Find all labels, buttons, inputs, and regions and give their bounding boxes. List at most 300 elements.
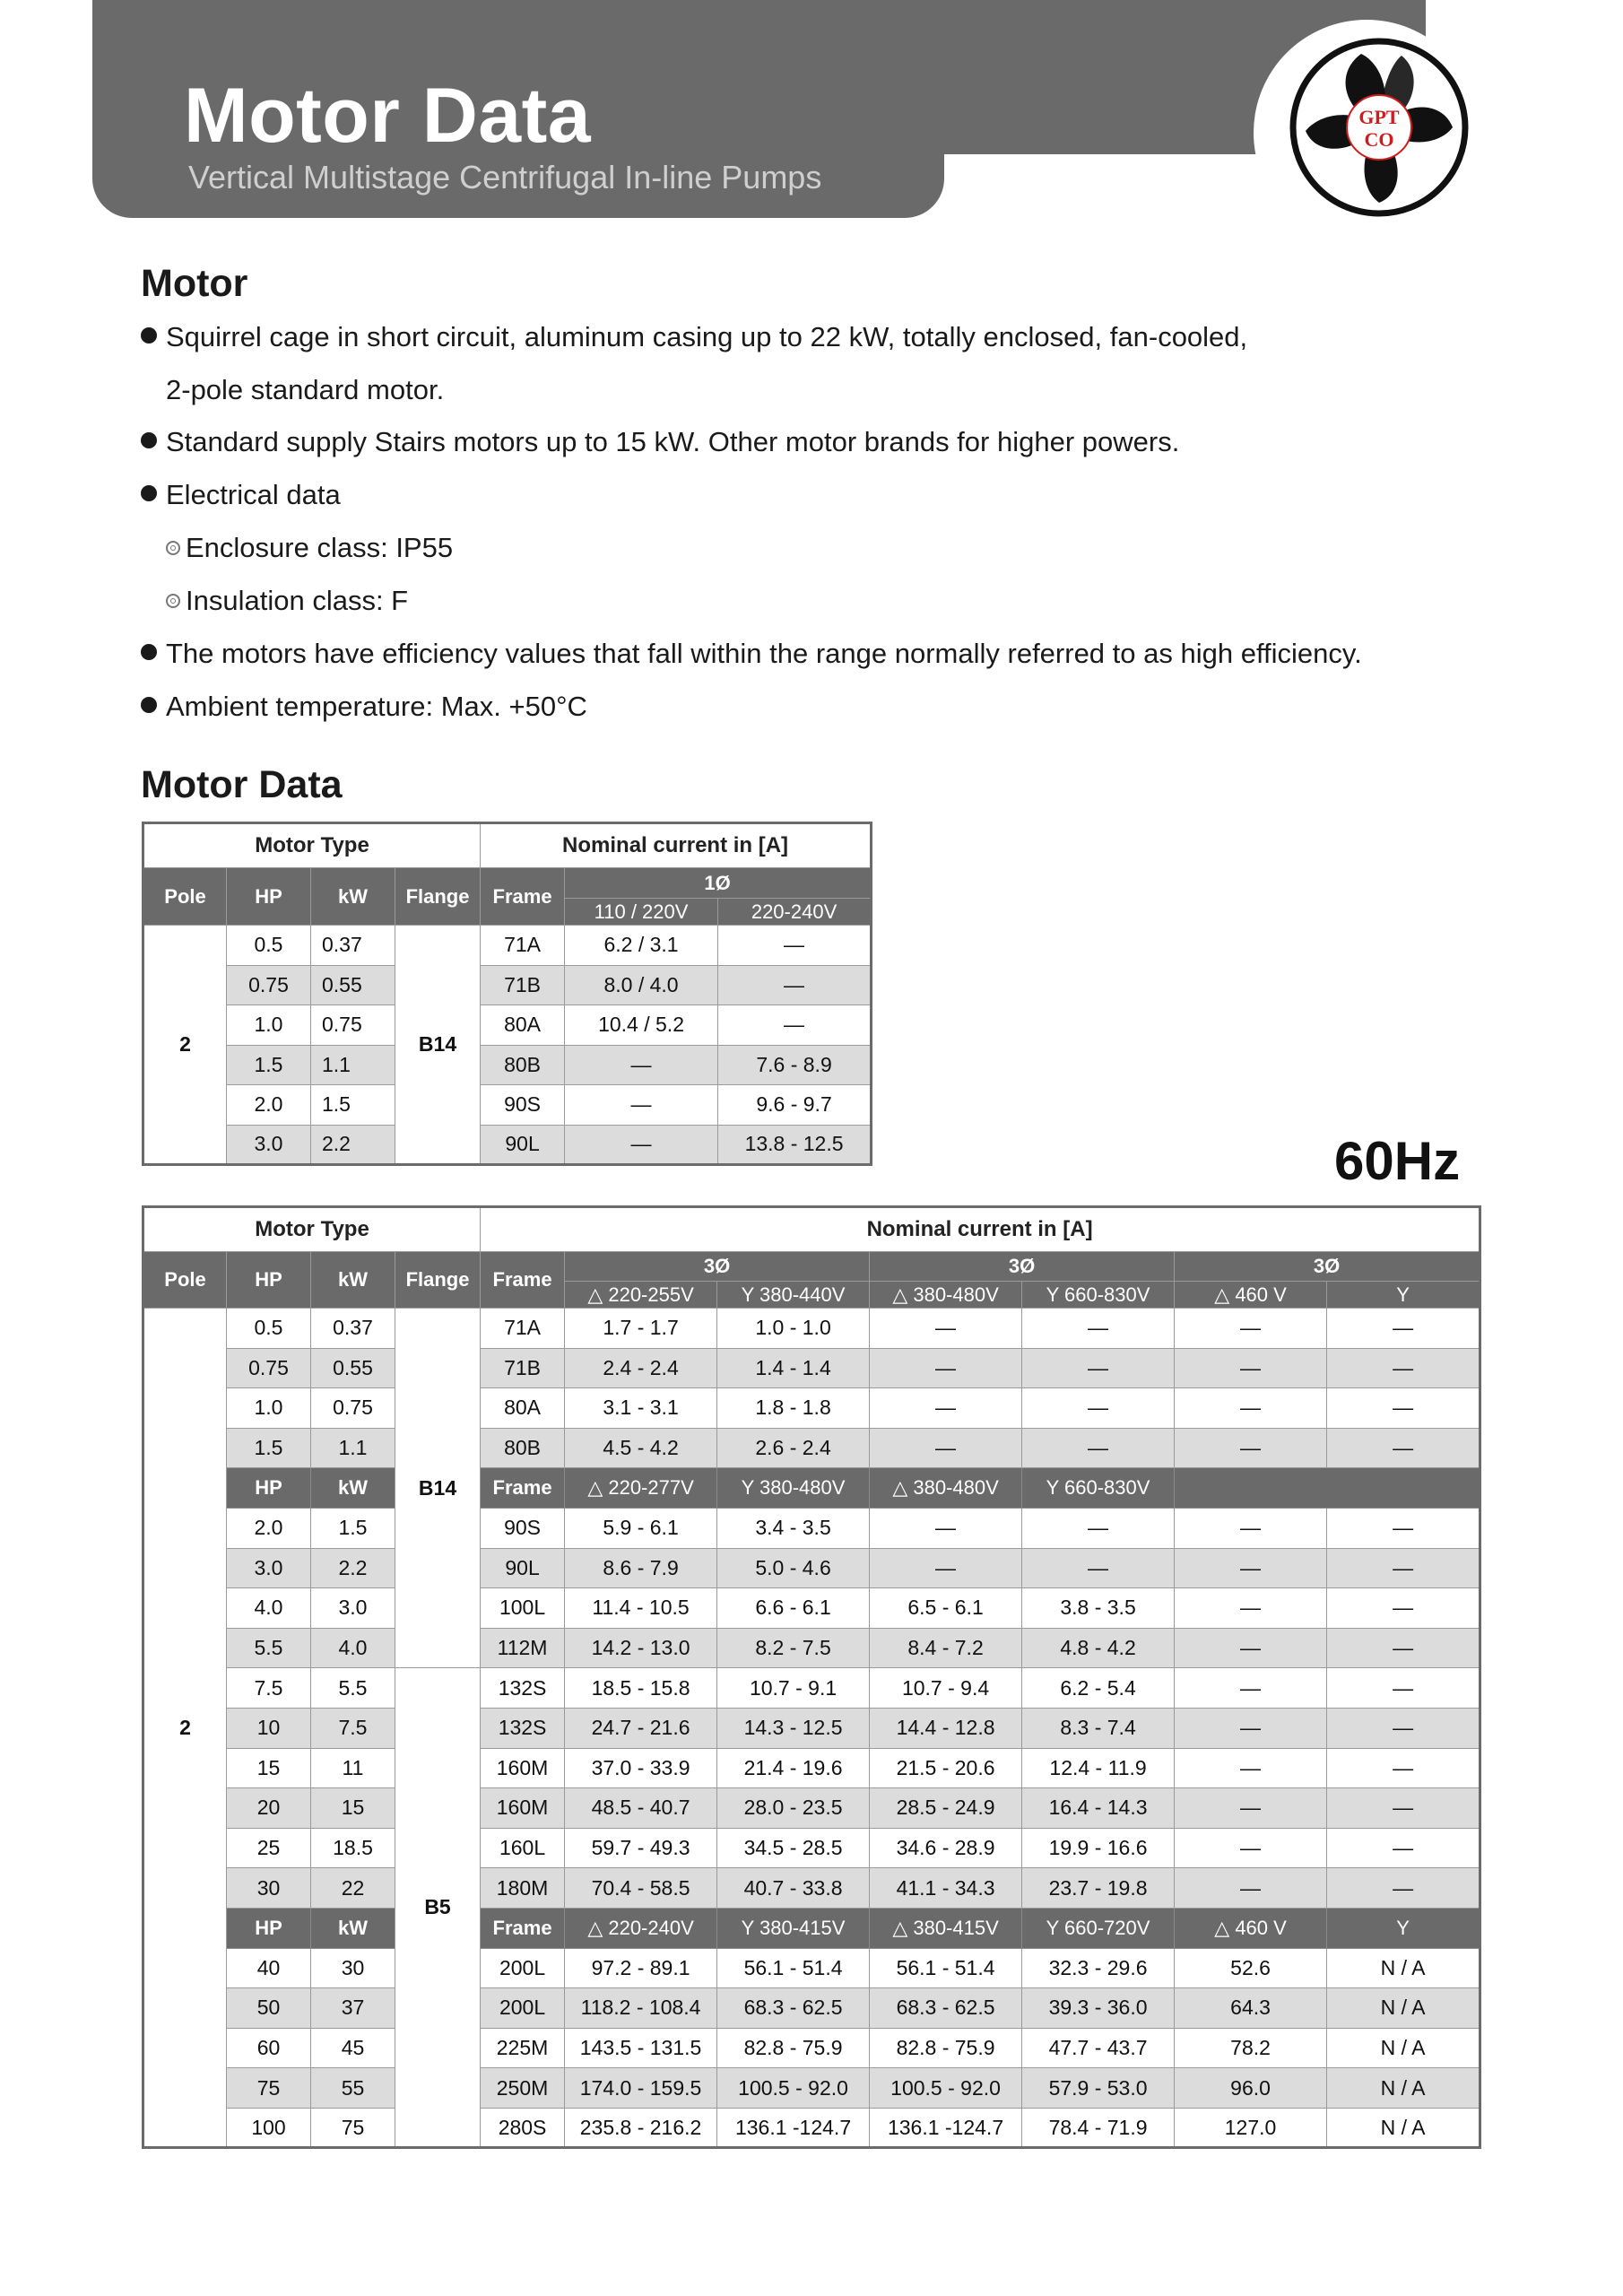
table-row [143,2108,1480,2148]
kw-cell: 1.1 [311,1428,395,1468]
current-cell: 13.8 - 12.5 [718,1125,872,1165]
current-cell: 59.7 - 49.3 [565,1828,717,1868]
bullet-supply: Standard supply Stairs motors up to 15 kW. Other motor brands for higher powers. [141,426,1179,458]
current-cell: 6.5 - 6.1 [870,1588,1022,1629]
table-row [143,1508,1480,1548]
current-cell: — [565,1085,718,1126]
current-cell: — [1022,1388,1175,1429]
bullet-ambient: Ambient temperature: Max. +50°C [141,691,587,723]
frame-cell: 112M [481,1628,565,1668]
frame-cell: 250M [481,2068,565,2109]
table-row [143,2028,1480,2068]
kw-cell: 18.5 [311,1828,395,1868]
sub-header-frame: Frame [481,1468,565,1509]
table-row [143,1628,1480,1668]
kw-cell: 1.1 [311,1045,395,1085]
page-title: Motor Data [184,73,592,159]
motor-section-title: Motor [141,262,248,305]
frame-cell: 200L [481,1948,565,1988]
sub-header-voltage: △ 220-240V [565,1908,717,1948]
current-cell: 6.2 / 3.1 [565,926,718,966]
col-frame: Frame [481,1252,565,1309]
circle-bullet-icon [166,541,180,555]
pole-cell: 2 [143,1309,227,2148]
current-cell: 8.6 - 7.9 [565,1548,717,1588]
col-hp: HP [227,868,311,926]
current-cell: — [1327,1348,1480,1388]
table-row [143,1668,1480,1709]
hp-cell: 15 [227,1748,311,1788]
kw-cell: 55 [311,2068,395,2109]
current-cell: 1.0 - 1.0 [717,1309,870,1349]
current-cell: — [1175,1548,1327,1588]
single-phase-table [142,822,872,1166]
sub-header-empty [1175,1468,1480,1509]
current-cell: 2.4 - 2.4 [565,1348,717,1388]
table-row [143,1708,1480,1748]
frame-cell: 160M [481,1748,565,1788]
current-cell: 32.3 - 29.6 [1022,1948,1175,1988]
current-cell: 18.5 - 15.8 [565,1668,717,1709]
hp-cell: 60 [227,2028,311,2068]
kw-cell: 0.75 [311,1005,395,1046]
frame-cell: 80A [481,1388,565,1429]
hp-cell: 3.0 [227,1548,311,1588]
table-row [143,1388,1480,1429]
current-cell: 8.2 - 7.5 [717,1628,870,1668]
current-cell: 21.5 - 20.6 [870,1748,1022,1788]
frame-cell: 90L [481,1548,565,1588]
current-cell: — [1175,1828,1327,1868]
bullet-casing: Squirrel cage in short circuit, aluminum casing up to 22 kW, totally enclosed, fan-cooled, [141,321,1247,353]
current-cell: — [1327,1508,1480,1548]
current-cell: 235.8 - 216.2 [565,2108,717,2148]
current-cell: 1.8 - 1.8 [717,1388,870,1429]
current-cell: 5.0 - 4.6 [717,1548,870,1588]
current-cell: — [1327,1588,1480,1629]
hp-cell: 3.0 [227,1125,311,1165]
current-cell: 3.8 - 3.5 [1022,1588,1175,1629]
current-cell: 14.3 - 12.5 [717,1708,870,1748]
frame-cell: 200L [481,1988,565,2029]
hp-cell: 0.5 [227,1309,311,1349]
current-cell: 14.2 - 13.0 [565,1628,717,1668]
current-cell: 12.4 - 11.9 [1022,1748,1175,1788]
kw-cell: 15 [311,1788,395,1829]
sub-header-hp: HP [227,1468,311,1509]
col-voltage-220-240: 220-240V [718,899,872,926]
sub-header-row [143,1908,1480,1948]
table-row [143,965,872,1005]
table-row [143,1348,1480,1388]
current-cell: 14.4 - 12.8 [870,1708,1022,1748]
hp-cell: 2.0 [227,1085,311,1126]
hp-cell: 1.0 [227,1005,311,1046]
frame-cell: 90S [481,1508,565,1548]
current-cell: 40.7 - 33.8 [717,1868,870,1909]
current-cell: 97.2 - 89.1 [565,1948,717,1988]
current-cell: 47.7 - 43.7 [1022,2028,1175,2068]
col-flange: Flange [395,868,481,926]
col-voltage: △ 220-255V [565,1282,717,1309]
table-row [143,1045,872,1085]
kw-cell: 75 [311,2108,395,2148]
current-cell: 174.0 - 159.5 [565,2068,717,2109]
table-row [143,1948,1480,1988]
kw-cell: 1.5 [311,1085,395,1126]
current-cell: 57.9 - 53.0 [1022,2068,1175,2109]
current-cell: — [1327,1868,1480,1909]
current-cell: — [718,965,872,1005]
current-cell: N / A [1327,1948,1480,1988]
hp-cell: 25 [227,1828,311,1868]
kw-cell: 0.37 [311,926,395,966]
current-cell: 143.5 - 131.5 [565,2028,717,2068]
current-cell: N / A [1327,2028,1480,2068]
hp-cell: 1.0 [227,1388,311,1429]
table-row [143,2068,1480,2109]
current-cell: 48.5 - 40.7 [565,1788,717,1829]
current-cell: 16.4 - 14.3 [1022,1788,1175,1829]
table-row [143,1988,1480,2029]
sub-header-kw: kW [311,1468,395,1509]
current-cell: — [565,1045,718,1085]
current-cell: 19.9 - 16.6 [1022,1828,1175,1868]
current-cell: 24.7 - 21.6 [565,1708,717,1748]
current-cell: 9.6 - 9.7 [718,1085,872,1126]
col-pole: Pole [143,1252,227,1309]
current-cell: — [1327,1668,1480,1709]
current-cell: 6.6 - 6.1 [717,1588,870,1629]
frame-cell: 160L [481,1828,565,1868]
current-cell: 82.8 - 75.9 [717,2028,870,2068]
current-cell: 70.4 - 58.5 [565,1868,717,1909]
current-cell: N / A [1327,2068,1480,2109]
current-cell: 8.3 - 7.4 [1022,1708,1175,1748]
current-cell: 8.4 - 7.2 [870,1628,1022,1668]
circle-bullet-icon [166,594,180,608]
current-cell: 127.0 [1175,2108,1327,2148]
hp-cell: 50 [227,1988,311,2029]
hp-cell: 10 [227,1708,311,1748]
kw-cell: 30 [311,1948,395,1988]
col-kw: kW [311,1252,395,1309]
hp-cell: 20 [227,1788,311,1829]
current-cell: — [1327,1828,1480,1868]
current-cell: — [870,1309,1022,1349]
frequency-label: 60Hz [1334,1131,1461,1191]
sub-header-voltage: △ 380-480V [870,1468,1022,1509]
table-row [143,1125,872,1165]
sub-header-voltage: Y [1327,1908,1480,1948]
kw-cell: 11 [311,1748,395,1788]
current-cell: 68.3 - 62.5 [870,1988,1022,2029]
col-voltage: Y 380-440V [717,1282,870,1309]
current-cell: — [1327,1428,1480,1468]
current-cell: — [1175,1428,1327,1468]
current-cell: — [1022,1508,1175,1548]
current-cell: — [1175,1309,1327,1349]
current-cell: 4.8 - 4.2 [1022,1628,1175,1668]
current-cell: 4.5 - 4.2 [565,1428,717,1468]
current-cell: 10.7 - 9.1 [717,1668,870,1709]
current-cell: 34.6 - 28.9 [870,1828,1022,1868]
table-row [143,1428,1480,1468]
frame-cell: 71B [481,965,565,1005]
bullet-dot-icon [141,327,157,344]
col-kw: kW [311,868,395,926]
table-row [143,1588,1480,1629]
current-cell: 68.3 - 62.5 [717,1988,870,2029]
sub-header-voltage: Y 660-830V [1022,1468,1175,1509]
frame-cell: 160M [481,1788,565,1829]
current-cell: — [1327,1388,1480,1429]
logo-text-2: CO [1364,128,1394,151]
kw-cell: 2.2 [311,1548,395,1588]
hp-cell: 100 [227,2108,311,2148]
sub-header-row [143,1468,1480,1509]
current-cell: 78.4 - 71.9 [1022,2108,1175,2148]
kw-cell: 37 [311,1988,395,2029]
sub-header-voltage: △ 220-277V [565,1468,717,1509]
current-cell: 1.4 - 1.4 [717,1348,870,1388]
current-cell: — [1022,1548,1175,1588]
flange-b5-cell: B5 [395,1668,481,2148]
current-cell: — [1327,1708,1480,1748]
motor-type-header: Motor Type [143,823,481,868]
current-cell: — [1175,1748,1327,1788]
current-cell: 10.7 - 9.4 [870,1668,1022,1709]
hp-cell: 7.5 [227,1668,311,1709]
current-cell: — [1175,1708,1327,1748]
kw-cell: 0.55 [311,965,395,1005]
kw-cell: 1.5 [311,1508,395,1548]
current-cell: — [718,1005,872,1046]
col-voltage: △ 460 V [1175,1282,1327,1309]
current-cell: 28.5 - 24.9 [870,1788,1022,1829]
current-cell: — [1175,1588,1327,1629]
col-pole: Pole [143,868,227,926]
kw-cell: 45 [311,2028,395,2068]
hp-cell: 2.0 [227,1508,311,1548]
current-cell: N / A [1327,2108,1480,2148]
three-phase-table [142,1205,1481,2149]
sub-header-voltage: △ 460 V [1175,1908,1327,1948]
phase-3-header-c: 3Ø [1175,1252,1480,1282]
hp-cell: 40 [227,1948,311,1988]
nominal-current-header: Nominal current in [A] [481,823,872,868]
current-cell: — [1175,1508,1327,1548]
current-cell: 6.2 - 5.4 [1022,1668,1175,1709]
current-cell: 39.3 - 36.0 [1022,1988,1175,2029]
hp-cell: 30 [227,1868,311,1909]
current-cell: 2.6 - 2.4 [717,1428,870,1468]
current-cell: N / A [1327,1988,1480,2029]
current-cell: — [870,1508,1022,1548]
current-cell: — [1327,1788,1480,1829]
frame-cell: 100L [481,1588,565,1629]
current-cell: 78.2 [1175,2028,1327,2068]
sub-header-voltage: Y 380-480V [717,1468,870,1509]
current-cell: — [1175,1868,1327,1909]
bullet-efficiency: The motors have efficiency values that fall within the range normally referred to as high efficiency. [141,638,1362,670]
current-cell: — [1022,1428,1175,1468]
current-cell: — [1175,1628,1327,1668]
current-cell: 8.0 / 4.0 [565,965,718,1005]
kw-cell: 3.0 [311,1588,395,1629]
hp-cell: 4.0 [227,1588,311,1629]
kw-cell: 22 [311,1868,395,1909]
kw-cell: 0.75 [311,1388,395,1429]
current-cell: — [1022,1348,1175,1388]
phase-3-header-b: 3Ø [870,1252,1175,1282]
col-frame: Frame [481,868,565,926]
phase-1-header: 1Ø [565,868,872,899]
current-cell: 96.0 [1175,2068,1327,2109]
current-cell: 56.1 - 51.4 [870,1948,1022,1988]
bullet-dot-icon [141,485,157,501]
current-cell: 118.2 - 108.4 [565,1988,717,2029]
sub-header-hp: HP [227,1908,311,1948]
frame-cell: 180M [481,1868,565,1909]
frame-cell: 132S [481,1668,565,1709]
table-row [143,1085,872,1126]
motor-type-header: Motor Type [143,1207,481,1252]
current-cell: — [718,926,872,966]
table-row [143,1748,1480,1788]
current-cell: — [1327,1628,1480,1668]
current-cell: 34.5 - 28.5 [717,1828,870,1868]
sub-header-frame: Frame [481,1908,565,1948]
current-cell: 136.1 -124.7 [870,2108,1022,2148]
frame-cell: 71B [481,1348,565,1388]
current-cell: 11.4 - 10.5 [565,1588,717,1629]
table-row [143,1788,1480,1829]
hp-cell: 1.5 [227,1428,311,1468]
table-row [143,1868,1480,1909]
hp-cell: 5.5 [227,1628,311,1668]
table-row [143,1309,1480,1349]
sub-header-voltage: Y 660-720V [1022,1908,1175,1948]
table-row [143,1828,1480,1868]
frame-cell: 90S [481,1085,565,1126]
flange-cell: B14 [395,926,481,1165]
hp-cell: 0.5 [227,926,311,966]
current-cell: — [1327,1548,1480,1588]
bullet-dot-icon [141,644,157,660]
current-cell: — [870,1348,1022,1388]
current-cell: 5.9 - 6.1 [565,1508,717,1548]
sub-insulation: Insulation class: F [166,585,408,617]
current-cell: — [565,1125,718,1165]
table-row [143,1548,1480,1588]
current-cell: — [870,1428,1022,1468]
current-cell: 3.1 - 3.1 [565,1388,717,1429]
current-cell: — [1327,1309,1480,1349]
sub-enclosure: Enclosure class: IP55 [166,532,453,564]
motor-data-section-title: Motor Data [141,763,343,806]
current-cell: 23.7 - 19.8 [1022,1868,1175,1909]
current-cell: — [1175,1348,1327,1388]
current-cell: 37.0 - 33.9 [565,1748,717,1788]
current-cell: 82.8 - 75.9 [870,2028,1022,2068]
current-cell: — [1022,1309,1175,1349]
current-cell: — [1175,1668,1327,1709]
current-cell: — [870,1388,1022,1429]
kw-cell: 5.5 [311,1668,395,1709]
current-cell: — [1175,1788,1327,1829]
kw-cell: 0.37 [311,1309,395,1349]
kw-cell: 7.5 [311,1708,395,1748]
col-flange: Flange [395,1252,481,1309]
col-voltage-110-220: 110 / 220V [565,899,718,926]
current-cell: 56.1 - 51.4 [717,1948,870,1988]
frame-cell: 71A [481,926,565,966]
phase-3-header-a: 3Ø [565,1252,870,1282]
hp-cell: 0.75 [227,965,311,1005]
table-row [143,926,872,966]
current-cell: 10.4 / 5.2 [565,1005,718,1046]
col-hp: HP [227,1252,311,1309]
current-cell: 64.3 [1175,1988,1327,2029]
current-cell: 3.4 - 3.5 [717,1508,870,1548]
current-cell: 52.6 [1175,1948,1327,1988]
current-cell: 41.1 - 34.3 [870,1868,1022,1909]
current-cell: 21.4 - 19.6 [717,1748,870,1788]
frame-cell: 132S [481,1708,565,1748]
frame-cell: 90L [481,1125,565,1165]
sub-header-voltage: Y 380-415V [717,1908,870,1948]
nominal-current-header: Nominal current in [A] [481,1207,1480,1252]
sub-header-kw: kW [311,1908,395,1948]
hp-cell: 1.5 [227,1045,311,1085]
bullet-casing-cont: 2-pole standard motor. [166,374,445,405]
current-cell: — [870,1548,1022,1588]
kw-cell: 0.55 [311,1348,395,1388]
kw-cell: 2.2 [311,1125,395,1165]
col-voltage: Y 660-830V [1022,1282,1175,1309]
frame-cell: 80B [481,1045,565,1085]
col-voltage: △ 380-480V [870,1282,1022,1309]
current-cell: 28.0 - 23.5 [717,1788,870,1829]
hp-cell: 75 [227,2068,311,2109]
table-row [143,1005,872,1046]
bullet-electrical: Electrical data [141,479,341,511]
frame-cell: 80A [481,1005,565,1046]
pole-cell: 2 [143,926,227,1165]
col-voltage: Y [1327,1282,1480,1309]
flange-b14-cell: B14 [395,1309,481,1668]
frame-cell: 225M [481,2028,565,2068]
company-logo [1289,38,1469,217]
bullet-dot-icon [141,697,157,713]
frame-cell: 80B [481,1428,565,1468]
current-cell: — [1327,1748,1480,1788]
current-cell: 100.5 - 92.0 [717,2068,870,2109]
frame-cell: 280S [481,2108,565,2148]
sub-header-voltage: △ 380-415V [870,1908,1022,1948]
current-cell: 100.5 - 92.0 [870,2068,1022,2109]
current-cell: — [1175,1388,1327,1429]
page-subtitle: Vertical Multistage Centrifugal In-line Pumps [188,159,822,196]
logo-text-1: GPT [1358,106,1400,128]
frame-cell: 71A [481,1309,565,1349]
bullet-dot-icon [141,432,157,448]
hp-cell: 0.75 [227,1348,311,1388]
current-cell: 7.6 - 8.9 [718,1045,872,1085]
current-cell: 1.7 - 1.7 [565,1309,717,1349]
current-cell: 136.1 -124.7 [717,2108,870,2148]
